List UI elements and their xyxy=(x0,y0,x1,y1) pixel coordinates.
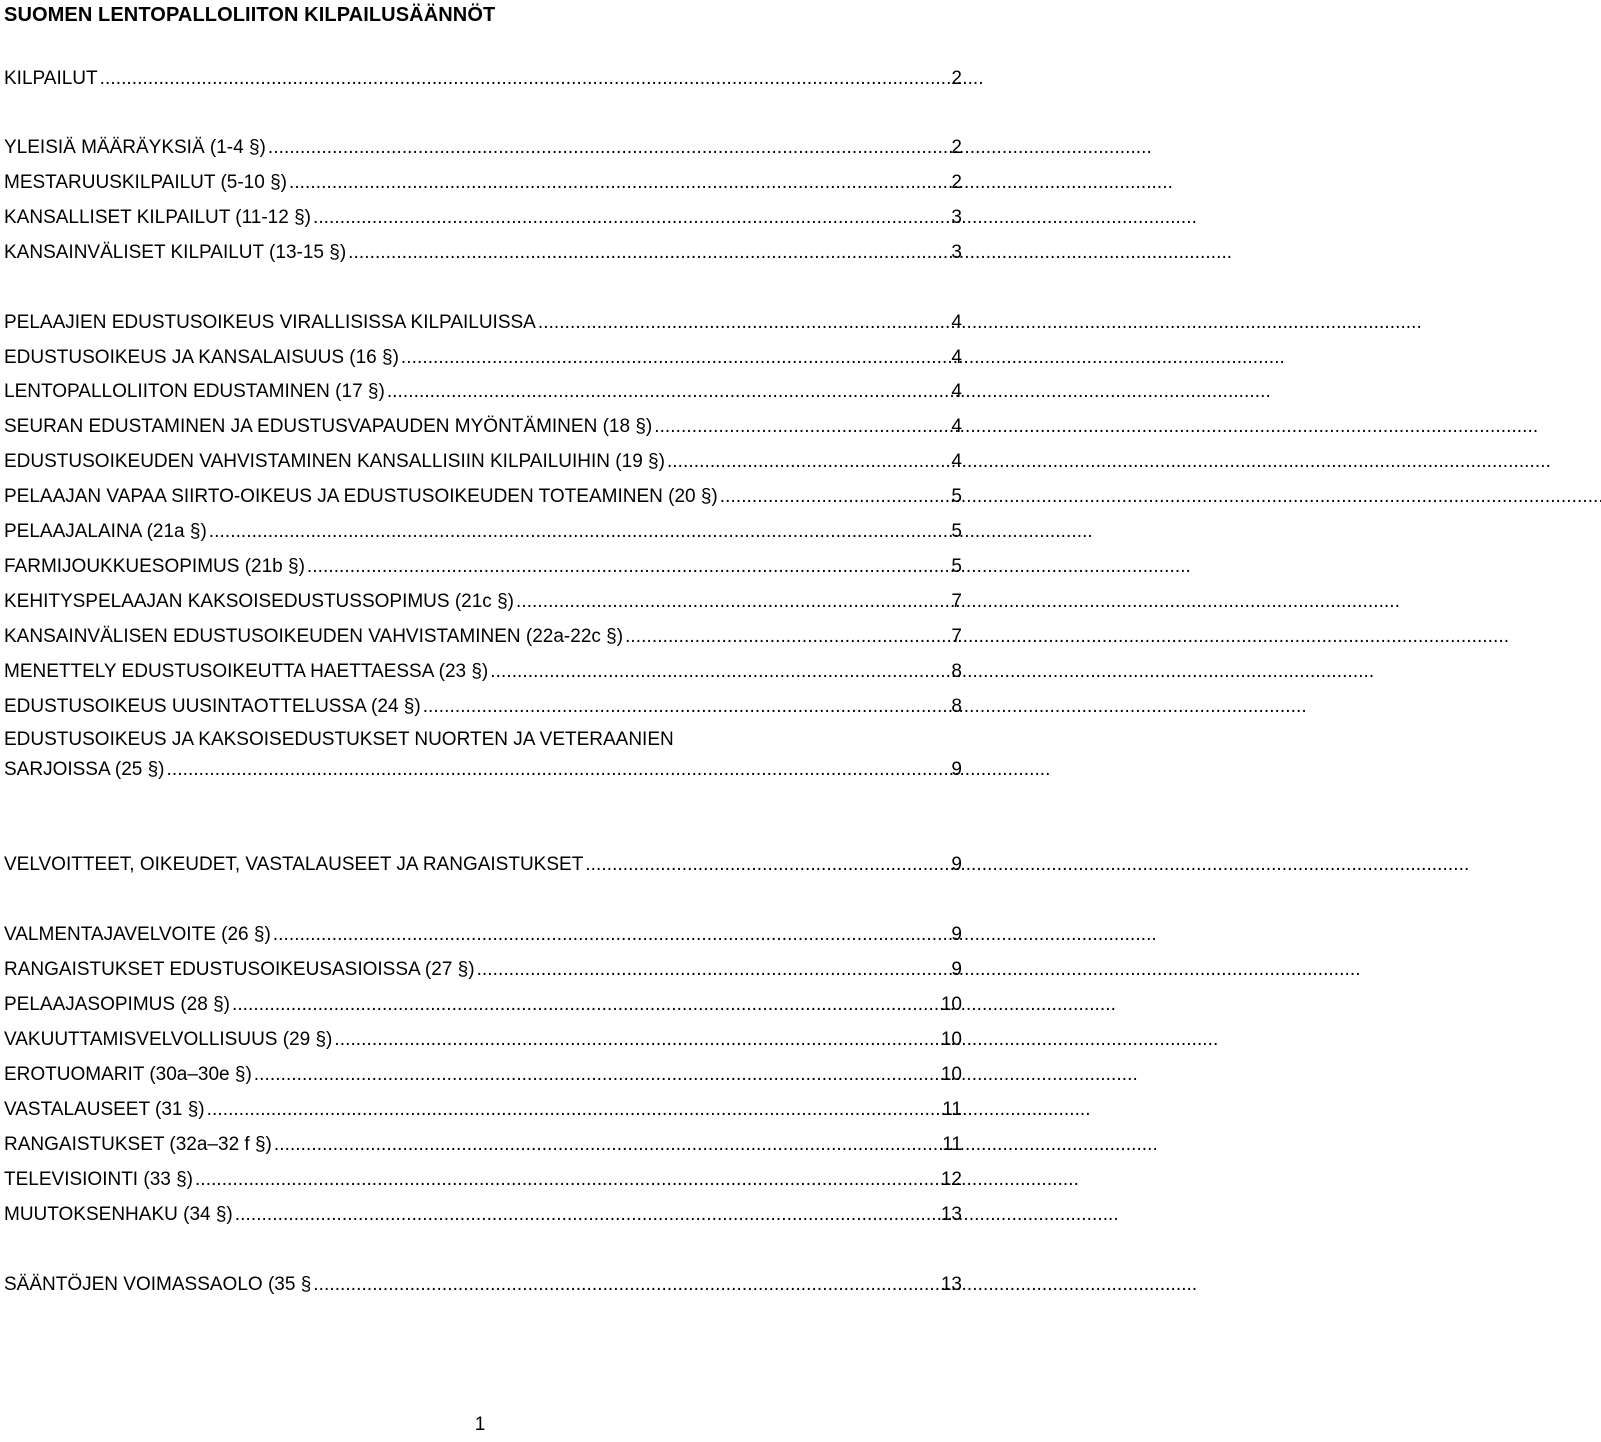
toc-entry[interactable] xyxy=(4,622,962,648)
toc-entry-page: 5 xyxy=(951,521,962,542)
toc-leader-dots xyxy=(423,696,950,718)
toc-entry-page: 2 xyxy=(951,68,962,89)
toc-entry-page: 4 xyxy=(951,416,962,437)
toc-leader-dots xyxy=(654,416,949,438)
toc-entry[interactable] xyxy=(4,1270,962,1296)
toc-entry-page: 10 xyxy=(940,1064,962,1085)
toc-entry-label-line1: EDUSTUSOIKEUS JA KAKSOISEDUSTUKSET NUORTEN JA VETERAANIEN xyxy=(4,729,674,750)
toc-entry-label: PELAAJIEN EDUSTUSOIKEUS VIRALLISISSA KILPAILUISSA xyxy=(4,312,536,333)
toc-entry-page: 11 xyxy=(942,1099,962,1120)
toc-entry-label: VAKUUTTAMISVELVOLLISUUS (29 §) xyxy=(4,1029,333,1050)
toc-entry-label: MUUTOKSENHAKU (34 §) xyxy=(4,1204,233,1225)
toc-entry[interactable] xyxy=(4,552,962,578)
toc-leader-dots xyxy=(313,207,949,229)
toc-entry-page: 12 xyxy=(940,1169,962,1190)
toc-entry[interactable] xyxy=(4,692,962,718)
toc-leader-dots xyxy=(268,137,950,159)
toc-entry[interactable] xyxy=(4,203,962,229)
toc-entry-label: VELVOITTEET, OIKEUDET, VASTALAUSEET JA RANGAISTUKSET xyxy=(4,854,584,875)
toc-leader-dots xyxy=(477,959,950,981)
toc-entry-label: PELAAJAN VAPAA SIIRTO-OIKEUS JA EDUSTUSOIKEUDEN TOTEAMINEN (20 §) xyxy=(4,486,718,507)
toc-entry-label: KEHITYSPELAAJAN KAKSOISEDUSTUSSOPIMUS (21c §) xyxy=(4,591,514,612)
toc-entry-label: EROTUOMARIT (30a–30e §) xyxy=(4,1064,252,1085)
toc-entry-label: MENETTELY EDUSTUSOIKEUTTA HAETTAESSA (23 §) xyxy=(4,661,489,682)
toc-leader-dots xyxy=(254,1064,939,1086)
toc-entry-page: 10 xyxy=(940,994,962,1015)
toc-entry-label: VASTALAUSEET (31 §) xyxy=(4,1099,205,1120)
toc-entry-label: TELEVISIOINTI (33 §) xyxy=(4,1169,193,1190)
toc-leader-dots xyxy=(490,661,949,683)
toc-entry[interactable] xyxy=(4,343,962,369)
toc-entry-label: KANSAINVÄLISEN EDUSTUSOIKEUDEN VAHVISTAMINEN (22a-22c §) xyxy=(4,626,624,647)
toc-entry-page: 5 xyxy=(951,556,962,577)
toc-entry-label: LENTOPALLOLIITON EDUSTAMINEN (17 §) xyxy=(4,381,385,402)
toc-entry-label: EDUSTUSOIKEUDEN VAHVISTAMINEN KANSALLISIIN KILPAILUIHIN (19 §) xyxy=(4,451,665,472)
toc-entry-label: SEURAN EDUSTAMINEN JA EDUSTUSVAPAUDEN MYÖNTÄMINEN (18 §) xyxy=(4,416,653,437)
toc-entry[interactable] xyxy=(4,238,962,264)
toc-leader-dots xyxy=(195,1169,939,1191)
toc-leader-dots xyxy=(348,242,949,264)
toc-entry-label: KANSAINVÄLISET KILPAILUT (13-15 §) xyxy=(4,242,347,263)
toc-leader-dots xyxy=(209,521,950,543)
toc-leader-dots xyxy=(232,994,939,1016)
toc-entry-page: 2 xyxy=(951,137,962,158)
toc-entry[interactable] xyxy=(4,133,962,159)
toc-leader-dots xyxy=(585,854,949,876)
toc-entry-page: 3 xyxy=(951,242,962,263)
toc-entry-page: 10 xyxy=(940,1029,962,1050)
toc-entry[interactable] xyxy=(4,64,962,90)
toc-entry-page: 9 xyxy=(951,759,962,780)
toc-leader-dots xyxy=(289,172,949,194)
toc-leader-dots xyxy=(667,451,949,473)
toc-leader-dots xyxy=(100,68,950,90)
toc-entry-page: 13 xyxy=(940,1204,962,1225)
toc-entry-page: 9 xyxy=(951,854,962,875)
toc-leader-dots xyxy=(274,1134,940,1156)
toc-entry[interactable] xyxy=(4,1200,962,1226)
toc-entry-page: 8 xyxy=(951,661,962,682)
toc-leader-dots xyxy=(538,312,950,334)
toc-entry[interactable] xyxy=(4,850,962,876)
toc-entry-label: EDUSTUSOIKEUS JA KANSALAISUUS (16 §) xyxy=(4,347,399,368)
toc-entry-page: 13 xyxy=(940,1274,962,1295)
toc-entry-page: 5 xyxy=(951,486,962,507)
toc-entry-page: 4 xyxy=(951,381,962,402)
toc-leader-dots xyxy=(720,486,950,508)
toc-entry-label: RANGAISTUKSET (32a–32 f §) xyxy=(4,1134,272,1155)
toc-entry[interactable] xyxy=(4,377,962,403)
toc-entry-label: FARMIJOUKKUESOPIMUS (21b §) xyxy=(4,556,305,577)
page-number: 1 xyxy=(474,1414,486,1435)
toc-entry[interactable] xyxy=(4,1130,962,1156)
toc-entry-label: SÄÄNTÖJEN VOIMASSAOLO (35 § xyxy=(4,1274,312,1295)
toc-entry[interactable] xyxy=(4,1095,962,1121)
toc-entry-label: SARJOISSA (25 §) xyxy=(4,759,165,780)
toc-entry-label: VALMENTAJAVELVOITE (26 §) xyxy=(4,924,271,945)
document-title: SUOMEN LENTOPALLOLIITON KILPAILUSÄÄNNÖT xyxy=(4,4,496,26)
toc-entry[interactable] xyxy=(4,1060,962,1086)
toc-leader-dots xyxy=(516,591,949,613)
toc-entry-page: 7 xyxy=(951,591,962,612)
toc-entry-label: PELAAJALAINA (21a §) xyxy=(4,521,207,542)
toc-entry[interactable] xyxy=(4,308,962,334)
toc-leader-dots xyxy=(167,759,950,781)
toc-entry[interactable] xyxy=(4,412,962,438)
toc-entry-page: 3 xyxy=(951,207,962,228)
toc-entry-page: 11 xyxy=(942,1134,962,1155)
toc-entry[interactable] xyxy=(4,990,962,1016)
toc-entry-page: 7 xyxy=(951,626,962,647)
toc-leader-dots xyxy=(401,347,950,369)
toc-entry-label: MESTARUUSKILPAILUT (5-10 §) xyxy=(4,172,287,193)
toc-entry-page: 2 xyxy=(951,172,962,193)
toc-entry[interactable] xyxy=(4,168,962,194)
toc-leader-dots xyxy=(625,626,949,648)
toc-entry[interactable] xyxy=(4,517,962,543)
toc-entry-label: PELAAJASOPIMUS (28 §) xyxy=(4,994,230,1015)
toc-entry-multiline[interactable] xyxy=(4,729,962,781)
toc-entry[interactable] xyxy=(4,1165,962,1191)
toc-entry-label: KILPAILUT xyxy=(4,68,98,89)
toc-entry-label: KANSALLISET KILPAILUT (11-12 §) xyxy=(4,207,311,228)
toc-entry-page: 9 xyxy=(951,924,962,945)
toc-entry[interactable] xyxy=(4,955,962,981)
toc-leader-dots xyxy=(273,924,950,946)
toc-leader-dots xyxy=(207,1099,941,1121)
toc-leader-dots xyxy=(313,1274,939,1296)
toc-entry-page: 8 xyxy=(951,696,962,717)
toc-entry-page: 4 xyxy=(951,347,962,368)
toc-entry-page: 4 xyxy=(951,312,962,333)
toc-leader-dots xyxy=(307,556,950,578)
toc-entry[interactable] xyxy=(4,920,962,946)
toc-entry[interactable] xyxy=(4,482,962,508)
toc-entry-label: YLEISIÄ MÄÄRÄYKSIÄ (1-4 §) xyxy=(4,137,266,158)
toc-entry[interactable] xyxy=(4,1025,962,1051)
toc-entry-page: 9 xyxy=(951,959,962,980)
toc-entry[interactable] xyxy=(4,587,962,613)
toc-entry-label: EDUSTUSOIKEUS UUSINTAOTTELUSSA (24 §) xyxy=(4,696,421,717)
toc-leader-dots xyxy=(235,1204,939,1226)
toc-leader-dots xyxy=(334,1029,938,1051)
toc-leader-dots xyxy=(387,381,950,403)
toc-entry[interactable] xyxy=(4,657,962,683)
toc-entry[interactable] xyxy=(4,447,962,473)
toc-entry-label: RANGAISTUKSET EDUSTUSOIKEUSASIOISSA (27 §) xyxy=(4,959,475,980)
toc-entry-page: 4 xyxy=(951,451,962,472)
